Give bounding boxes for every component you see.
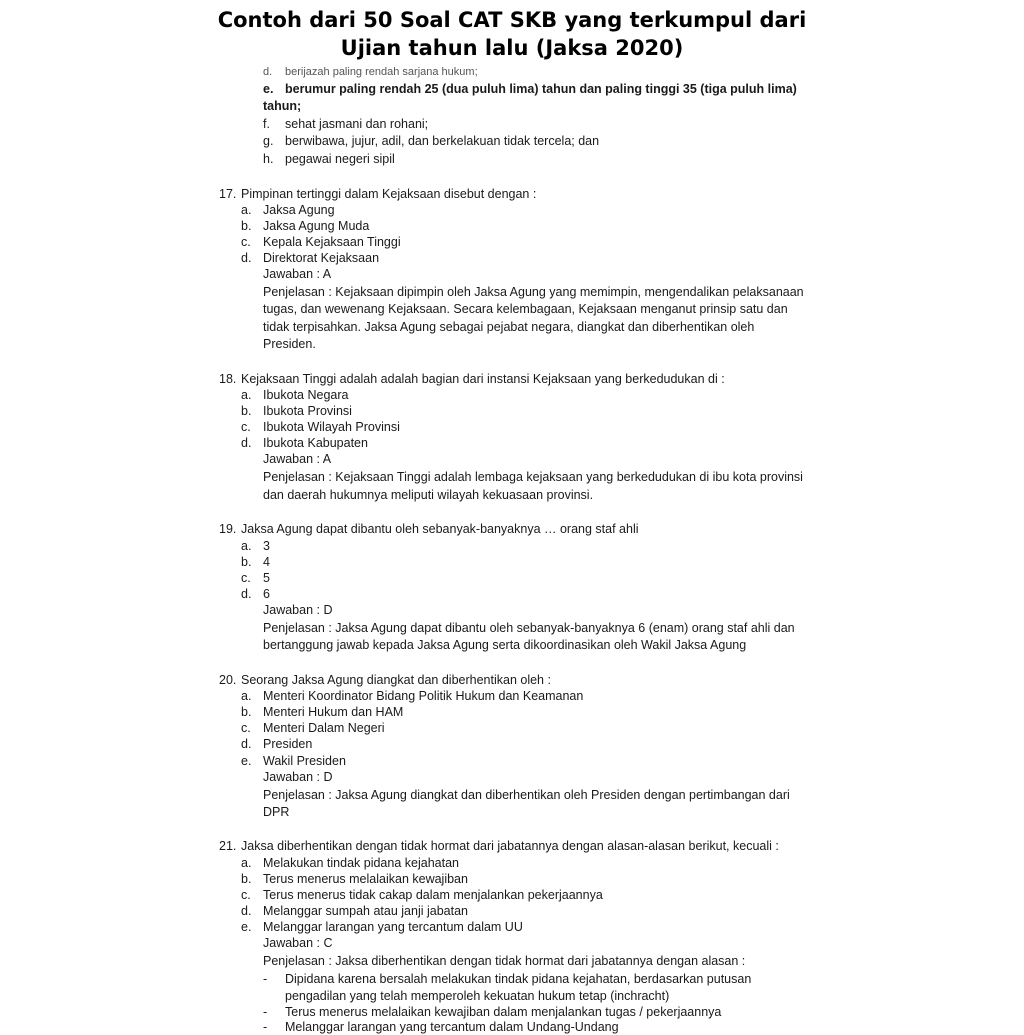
option-text: Melanggar sumpah atau janji jabatan bbox=[263, 904, 468, 918]
bullet-line: Dipidana karena bersalah melakukan tindak pidana kejahatan, berdasarkan putusan bbox=[285, 972, 752, 986]
option-marker: e. bbox=[241, 920, 252, 934]
list-marker: f. bbox=[263, 117, 270, 131]
question-number: 19. bbox=[219, 522, 237, 536]
option-text: Melakukan tindak pidana kejahatan bbox=[263, 856, 459, 870]
option-text: Ibukota Negara bbox=[263, 388, 349, 402]
list-item: sehat jasmani dan rohani; bbox=[285, 117, 429, 131]
option-marker: d. bbox=[241, 737, 252, 751]
option-text: 3 bbox=[263, 539, 270, 553]
option-text: Ibukota Kabupaten bbox=[263, 436, 368, 450]
option-marker: b. bbox=[241, 555, 252, 569]
bullet-line: pengadilan yang telah memperoleh kekuatan hukum tetap (inchracht) bbox=[285, 989, 670, 1003]
answer-text: Jawaban : C bbox=[263, 936, 333, 950]
option-marker: d. bbox=[241, 436, 252, 450]
explanation-line: tugas, dan wewenang Kejaksaan. Secara kelembagaan, Kejaksaan menganut prinsip satu dan bbox=[263, 302, 788, 316]
option-marker: d. bbox=[241, 251, 252, 265]
option-marker: c. bbox=[241, 235, 251, 249]
option-marker: a. bbox=[241, 856, 252, 870]
question-text: Kejaksaan Tinggi adalah adalah bagian dari instansi Kejaksaan yang berkedudukan di : bbox=[241, 372, 725, 386]
option-text: Ibukota Wilayah Provinsi bbox=[263, 420, 400, 434]
explanation-line: dan daerah hukumnya meliputi wilayah kekuasaan provinsi. bbox=[263, 488, 594, 502]
question-number: 17. bbox=[219, 187, 237, 201]
option-text: Terus menerus tidak cakap dalam menjalankan pekerjaannya bbox=[263, 888, 603, 902]
list-item: berijazah paling rendah sarjana hukum; bbox=[285, 66, 478, 78]
question-text: Seorang Jaksa Agung diangkat dan diberhentikan oleh : bbox=[241, 673, 551, 687]
list-marker: h. bbox=[263, 152, 274, 166]
question-number: 18. bbox=[219, 372, 237, 386]
option-text: Jaksa Agung bbox=[263, 203, 335, 217]
explanation-line: Penjelasan : Jaksa Agung dapat dibantu oleh sebanyak-banyaknya 6 (enam) orang staf ahli dan bbox=[263, 621, 795, 635]
answer-text: Jawaban : D bbox=[263, 770, 333, 784]
explanation-line: tidak terpisahkan. Jaksa Agung sebagai pejabat negara, diangkat dan diberhentikan oleh bbox=[263, 320, 755, 334]
explanation-line: Presiden. bbox=[263, 337, 316, 351]
option-marker: c. bbox=[241, 420, 251, 434]
option-text: 4 bbox=[263, 555, 270, 569]
list-item: berwibawa, jujur, adil, dan berkelakuan tidak tercela; dan bbox=[285, 134, 600, 148]
option-text: Menteri Dalam Negeri bbox=[263, 721, 385, 735]
question-text: Pimpinan tertinggi dalam Kejaksaan disebut dengan : bbox=[241, 187, 537, 201]
explanation-intro: Penjelasan : Jaksa diberhentikan dengan tidak hormat dari jabatannya dengan alasan : bbox=[263, 954, 746, 968]
option-marker: b. bbox=[241, 872, 252, 886]
question-text: Jaksa Agung dapat dibantu oleh sebanyak-banyaknya … orang staf ahli bbox=[241, 522, 639, 536]
answer-text: Jawaban : D bbox=[263, 603, 333, 617]
option-marker: e. bbox=[241, 754, 252, 768]
option-marker: a. bbox=[241, 203, 252, 217]
bullet-marker: - bbox=[263, 1020, 268, 1034]
option-marker: d. bbox=[241, 904, 252, 918]
option-marker: d. bbox=[241, 587, 252, 601]
title-line-2: Ujian tahun lalu (Jaksa 2020) bbox=[340, 36, 684, 60]
option-marker: b. bbox=[241, 404, 252, 418]
option-text: Menteri Hukum dan HAM bbox=[263, 705, 404, 719]
answer-text: Jawaban : A bbox=[263, 452, 332, 466]
list-marker: g. bbox=[263, 134, 274, 148]
bullet-line: Terus menerus melalaikan kewajiban dalam menjalankan tugas / pekerjaannya bbox=[285, 1005, 722, 1019]
option-text: Jaksa Agung Muda bbox=[263, 219, 370, 233]
question-number: 20. bbox=[219, 673, 237, 687]
option-text: Direktorat Kejaksaan bbox=[263, 251, 380, 265]
page-title bbox=[0, 6, 1024, 62]
explanation-line: bertanggung jawab kepada Jaksa Agung serta dikoordinasikan oleh Wakil Jaksa Agung bbox=[263, 638, 747, 652]
option-marker: c. bbox=[241, 721, 251, 735]
list-item: berumur paling rendah 25 (dua puluh lima) tahun dan paling tinggi 35 (tiga puluh lima) bbox=[285, 82, 797, 96]
option-text: Kepala Kejaksaan Tinggi bbox=[263, 235, 401, 249]
list-item-continuation: tahun; bbox=[263, 99, 302, 113]
explanation-line: Penjelasan : Kejaksaan dipimpin oleh Jaksa Agung yang memimpin, mengendalikan pelaksanaan bbox=[263, 285, 804, 299]
option-marker: a. bbox=[241, 388, 252, 402]
option-marker: a. bbox=[241, 689, 252, 703]
list-marker: d. bbox=[263, 66, 273, 78]
option-text: 6 bbox=[263, 587, 270, 601]
bullet-line: Melanggar larangan yang tercantum dalam Undang-Undang bbox=[285, 1020, 619, 1034]
option-text: 5 bbox=[263, 571, 270, 585]
question-text: Jaksa diberhentikan dengan tidak hormat dari jabatannya dengan alasan-alasan berikut, kecuali : bbox=[241, 839, 779, 853]
option-marker: a. bbox=[241, 539, 252, 553]
bullet-marker: - bbox=[263, 1005, 268, 1019]
option-marker: b. bbox=[241, 705, 252, 719]
option-text: Melanggar larangan yang tercantum dalam UU bbox=[263, 920, 523, 934]
list-marker: e. bbox=[263, 82, 274, 96]
option-text: Wakil Presiden bbox=[263, 754, 346, 768]
option-marker: b. bbox=[241, 219, 252, 233]
option-text: Terus menerus melalaikan kewajiban bbox=[263, 872, 468, 886]
option-marker: c. bbox=[241, 888, 251, 902]
list-item: pegawai negeri sipil bbox=[285, 152, 395, 166]
option-text: Presiden bbox=[263, 737, 313, 751]
option-text: Menteri Koordinator Bidang Politik Hukum dan Keamanan bbox=[263, 689, 584, 703]
bullet-marker: - bbox=[263, 972, 268, 986]
explanation-line: Penjelasan : Kejaksaan Tinggi adalah lembaga kejaksaan yang berkedudukan di ibu kota provinsi bbox=[263, 470, 803, 484]
question-number: 21. bbox=[219, 839, 237, 853]
option-text: Ibukota Provinsi bbox=[263, 404, 352, 418]
option-marker: c. bbox=[241, 571, 251, 585]
explanation-line: DPR bbox=[263, 805, 290, 819]
explanation-line: Penjelasan : Jaksa Agung diangkat dan diberhentikan oleh Presiden dengan pertimbangan dari bbox=[263, 788, 790, 802]
title-line-1: Contoh dari 50 Soal CAT SKB yang terkumpul dari bbox=[217, 8, 807, 32]
answer-text: Jawaban : A bbox=[263, 267, 332, 281]
